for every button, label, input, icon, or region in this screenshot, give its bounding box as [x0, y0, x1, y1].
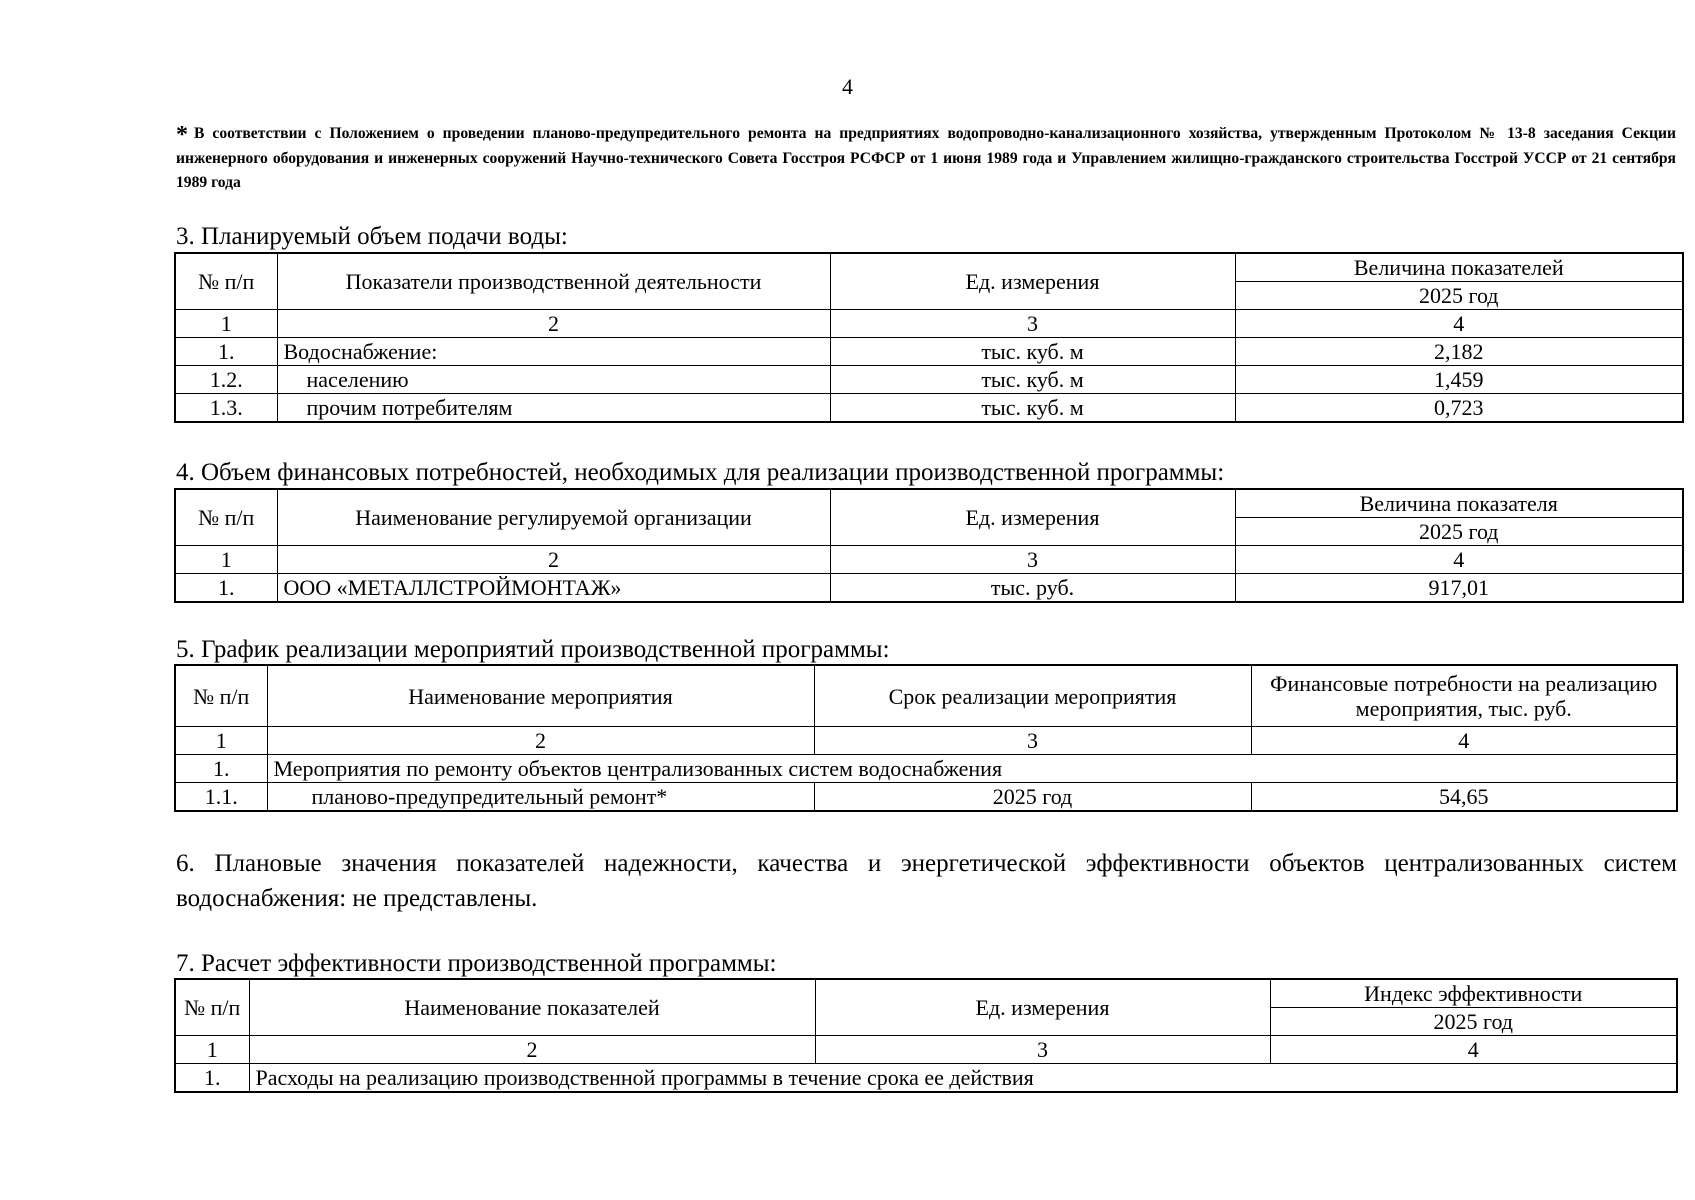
table-row — [175, 366, 1683, 394]
section5-table — [174, 664, 1678, 812]
row-num: 1.3. — [175, 394, 277, 423]
row-num: 1.2. — [175, 366, 277, 394]
table-row — [175, 783, 1677, 812]
section7-title: 7. Расчет эффективности производственной программы: — [176, 950, 777, 977]
index-cell: 2 — [277, 310, 830, 338]
row-value: 917,01 — [1235, 574, 1683, 603]
table-group-row — [175, 1064, 1677, 1093]
header-name: Наименование регулируемой организации — [277, 489, 830, 546]
group-name: Расходы на реализацию производственной программы в течение срока ее действия — [249, 1064, 1677, 1093]
group-num: 1. — [175, 755, 267, 783]
section4-title: 4. Объем финансовых потребностей, необходимых для реализации производственной программы: — [176, 459, 1225, 486]
footnote — [176, 122, 1676, 195]
table-row — [175, 394, 1683, 423]
table-row — [175, 574, 1683, 603]
section7-table — [174, 978, 1678, 1093]
header-year: 2025 год — [1270, 1008, 1677, 1036]
index-cell: 3 — [815, 1036, 1270, 1064]
header-name: Наименование показателей — [249, 979, 815, 1036]
index-cell: 1 — [175, 546, 277, 574]
index-cell: 3 — [830, 310, 1235, 338]
section6-title: 6. Плановые значения показателей надежности, качества и энергетической эффективности объектов централизованных систем водоснабжения: не представлены. — [176, 850, 1677, 912]
table-row — [175, 338, 1683, 366]
header-num: № п/п — [175, 489, 277, 546]
index-cell: 2 — [277, 546, 830, 574]
row-num: 1. — [175, 338, 277, 366]
header-year: 2025 год — [1235, 518, 1683, 546]
header-unit: Ед. измерения — [830, 253, 1235, 310]
header-unit: Ед. измерения — [815, 979, 1270, 1036]
index-cell: 2 — [267, 727, 814, 755]
section4-table — [174, 488, 1684, 603]
header-finance: Финансовые потребности на реализацию мероприятия, тыс. руб. — [1251, 665, 1677, 727]
header-name: Показатели производственной деятельности — [277, 253, 830, 310]
page-number: 4 — [842, 74, 853, 99]
index-cell: 3 — [814, 727, 1251, 755]
index-cell: 4 — [1251, 727, 1677, 755]
header-num: № п/п — [175, 665, 267, 727]
table-index-row — [175, 727, 1677, 755]
section5-title: 5. График реализации мероприятий производственной программы: — [176, 636, 890, 663]
row-unit: тыс. куб. м — [830, 366, 1235, 394]
row-name: населению — [277, 366, 830, 394]
table-index-row — [175, 310, 1683, 338]
row-unit: тыс. руб. — [830, 574, 1235, 603]
row-num: 1. — [175, 574, 277, 603]
index-cell: 4 — [1235, 546, 1683, 574]
row-unit: тыс. куб. м — [830, 394, 1235, 423]
table-header-row — [175, 665, 1677, 727]
index-cell: 2 — [249, 1036, 815, 1064]
row-num: 1.1. — [175, 783, 267, 812]
row-value: 2,182 — [1235, 338, 1683, 366]
header-term: Срок реализации мероприятия — [814, 665, 1251, 727]
header-unit: Ед. измерения — [830, 489, 1235, 546]
index-cell: 1 — [175, 310, 277, 338]
header-num: № п/п — [175, 979, 249, 1036]
group-num: 1. — [175, 1064, 249, 1093]
header-num: № п/п — [175, 253, 277, 310]
row-name: Водоснабжение: — [277, 338, 830, 366]
row-value: 1,459 — [1235, 366, 1683, 394]
table-header-row — [175, 979, 1677, 1008]
row-finance: 54,65 — [1251, 783, 1677, 812]
index-cell: 4 — [1235, 310, 1683, 338]
table-group-row — [175, 755, 1677, 783]
group-name: Мероприятия по ремонту объектов централизованных систем водоснабжения — [267, 755, 1677, 783]
table-index-row — [175, 1036, 1677, 1064]
index-cell: 4 — [1270, 1036, 1677, 1064]
index-cell: 3 — [830, 546, 1235, 574]
section3-title: 3. Планируемый объем подачи воды: — [176, 223, 568, 250]
table-index-row — [175, 546, 1683, 574]
table-header-row — [175, 489, 1683, 518]
header-value: Величина показателей — [1235, 253, 1683, 282]
header-value: Величина показателя — [1235, 489, 1683, 518]
table-header-row — [175, 253, 1683, 282]
header-value: Индекс эффективности — [1270, 979, 1677, 1008]
row-name: ООО «МЕТАЛЛСТРОЙМОНТАЖ» — [277, 574, 830, 603]
footnote-star: * — [176, 122, 188, 148]
row-unit: тыс. куб. м — [830, 338, 1235, 366]
index-cell: 1 — [175, 1036, 249, 1064]
header-name: Наименование мероприятия — [267, 665, 814, 727]
row-value: 0,723 — [1235, 394, 1683, 423]
row-name: планово-предупредительный ремонт* — [267, 783, 814, 812]
row-term: 2025 год — [814, 783, 1251, 812]
row-name: прочим потребителям — [277, 394, 830, 423]
section3-table — [174, 252, 1684, 423]
index-cell: 1 — [175, 727, 267, 755]
footnote-text: В соответствии с Положением о проведении планово-предупредительного ремонта на предприятиях водопроводно-канализационного хозяйства, утвержденным Протоколом № 13-8 заседания Секции инженерного оборудования и инженерных сооружений Научно-технического Совета Госстроя РСФСР от 1 июня 1989 года и Управлением жилищно-гражданского строительства Госстрой УССР от 21 сентября 1989 года — [176, 125, 1676, 191]
header-year: 2025 год — [1235, 282, 1683, 310]
